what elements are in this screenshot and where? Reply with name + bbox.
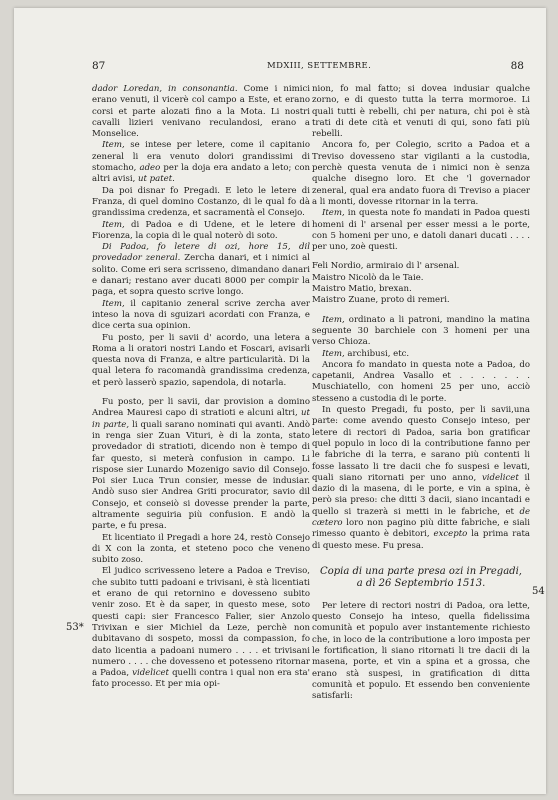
book-page — [14, 8, 546, 794]
paragraph: Ancora fo mandato in questa note a Padoa, do capetanii, Andrea Vasallo et . . . . . . . Muschiatello, con homeni 25 per uno, acciò stesseno a custodia di le porte. — [312, 359, 530, 404]
paragraph: Per letere di rectori nostri di Padoa, ora lette, questo Consejo ha inteso, quella fidelissima comunità et populo aver instantemente richiesto che, in loco de la contributione a loro imposta per le fortification, li siano ritornati li tre dacii di la masena, porte, et vin a spina et a grossa, che erano stà suspesi, in gratification di ditta comunità et populo. Et essendo ben conveniente satisfarli: — [312, 600, 530, 702]
paragraph: In questo Pregadi, fu posto, per li savii,una parte: come avendo questo Consejo inteso, per letere di rectori di Padoa, saria bon gratificar quel populo in loco di la contributione fanno per le fabriche di la terra, e sarano più contenti li fosse lassato li tre dacii che fo suspesi e levati, quali siano ritornati per uno anno, videlicet il dazio di la masena, di le porte, e vin a spina, è però sia preso: che ditti 3 dacii, siano incantadi e quello si trazerà si metti in le fabriche, et de cætero loro non pagino più ditte fabriche, e siali rimesso quanto è debitori, excepto la prima rata di questo mese. Fu presa. — [312, 405, 531, 551]
paragraph: Da poi disnar fo Pregadi. E leto le letere di Franza, di quel domino Costanzo, di le qual fo dà grandissima credenza, et sacramentà el Consejo. — [92, 185, 310, 219]
margin-number-left: 53* — [66, 622, 84, 633]
paragraph: Fu posto, per li savii d' acordo, una letera a Roma a li oratori nostri Lando et Foscari, avisarli questa nova di Franza, e altre particularità. Di la qual letera fo racomandà grandissima credenza, et però lasserò spazio, sapendola, di notarla. — [92, 332, 310, 388]
right-column — [312, 84, 530, 703]
paragraph: Et licentiato il Pregadi a hore 24, restò Consejo di X con la zonta, et steteno poco che veneno subito zoso. — [92, 532, 310, 566]
page-number-left: 87 — [92, 60, 106, 72]
paragraph: Di Padoa, fo letere di ozi, hore 15, dil provedador zeneral. Zercha danari, et i nimici al solito. Come eri sera scrisseno, dimandano danari e danari; restano aver ducati 8000 per compir la paga, et sopra questo scrive longo. — [92, 242, 310, 298]
margin-number-right: 54 — [532, 586, 545, 597]
paragraph: Fu posto, per li savii, dar provision a domino Andrea Mauresi capo di stratioti e alcuni altri, ut in parte, li quali sarano nominati qui avanti. Andò in renga sier Zuan Vituri, è di la zonta, stato provedador di stratioti, dicendo non è tempo di far questo, si meterà confusion in campo. Li rispose sier Lunardo Mozenigo savio dil Consejo. Poi sier Luca Trun consier, messe de indusiar. Andò suso sier Andrea Griti procurator, savio dil Consejo, et conseiò si dovesse prender la parte, altramente seguiria più confusion. E andò la parte, e fu presa. — [92, 397, 310, 532]
left-column — [92, 84, 310, 691]
list-item: Maistro Zuane, proto di remeri. — [312, 295, 450, 306]
paragraph: Item, di Padoa e di Udene, et le letere di Fiorenza, la copia di le qual noterò di soto. — [92, 219, 311, 241]
paragraph: Item, il capitanio zeneral scrive zercha aver inteso la nova di sguizari acordati con Franza, e dice certa sua opinion. — [92, 298, 310, 332]
paragraph: Item, in questa note fo mandati in Padoa questi homeni di l' arsenal per esser messi a le porte, con 5 homeni per uno, e datoli danari ducati . . . . per uno, zoè questi. — [312, 208, 530, 253]
paragraph: Item, se intese per letere, come il capitanio zeneral li era venuto dolori grandissimi di stomacho, adeo per la doja era andato a leto; con altri avisi, ut patet. — [92, 140, 311, 185]
name-list — [312, 261, 530, 306]
list-item: Maistro Nicolò da le Taie. — [312, 272, 424, 283]
paragraph: Item, ordinato a li patroni, mandino la matina seguente 30 barchiele con 3 homeni per una verso Chioza. — [312, 314, 531, 348]
paragraph: El judico scrivesseno letere a Padoa e Treviso, che subito tutti padoani e trivisani, è stà licentiati et erano de qui retornino e dovesseno subito venir zoso. Et è da saper, in questo mese, soto questi capi: sier Francesco Falier, sier Anzolo Trivixan e sier Michiel da Leze, perchè non dubitavano di sospeto, mossi da compassion, fo dato licentia a padoani numero . . . . et trivisani numero . . . . che dovesseno et potesseno ritornar a Padoa, videlicet quelli contra i qual non era sta' fato processo. Et per mia opi- — [92, 566, 310, 690]
running-title: MDXIII, SETTEMBRE. — [267, 61, 372, 71]
list-item: Feli Nordio, armiraio di l' arsenal. — [312, 261, 460, 272]
paragraph: dador Loredan, in consonantia. Come i nimici erano venuti, il vicerè col campo a Este, et erano corsi et parte alozati fino a la Mota. Li nostri cavalli lizieri venivano reculandosi, erano a Monselice. — [92, 84, 310, 140]
paragraph: Item, archibusi, etc. — [322, 348, 410, 359]
list-item: Maistro Matio, brexan. — [312, 284, 412, 295]
page-number-right: 88 — [510, 60, 524, 72]
running-header — [92, 60, 532, 74]
paragraph: nion, fo mal fatto; si dovea indusiar qualche zorno, e di questo tutta la terra mormoroe. Li quali tutti è rebelli, chi per natura, chi poi è stà trati di dete cità et venuti di qui, sono fati più rebelli. — [312, 84, 530, 140]
section-heading: Copia di una parte presa ozi in Pregadi, a dì 26 Septembrio 1513. — [320, 565, 522, 590]
paragraph: Ancora fo, per Colegio, scrito a Padoa et a Treviso dovesseno star vigilanti a la custodia, perchè questa venuta de i nimici non è senza qualche disegno loro. Et che 'l governador zeneral, qual era andato fuora di Treviso a piacer a li monti, dovesse ritornar in la terra. — [312, 140, 530, 207]
